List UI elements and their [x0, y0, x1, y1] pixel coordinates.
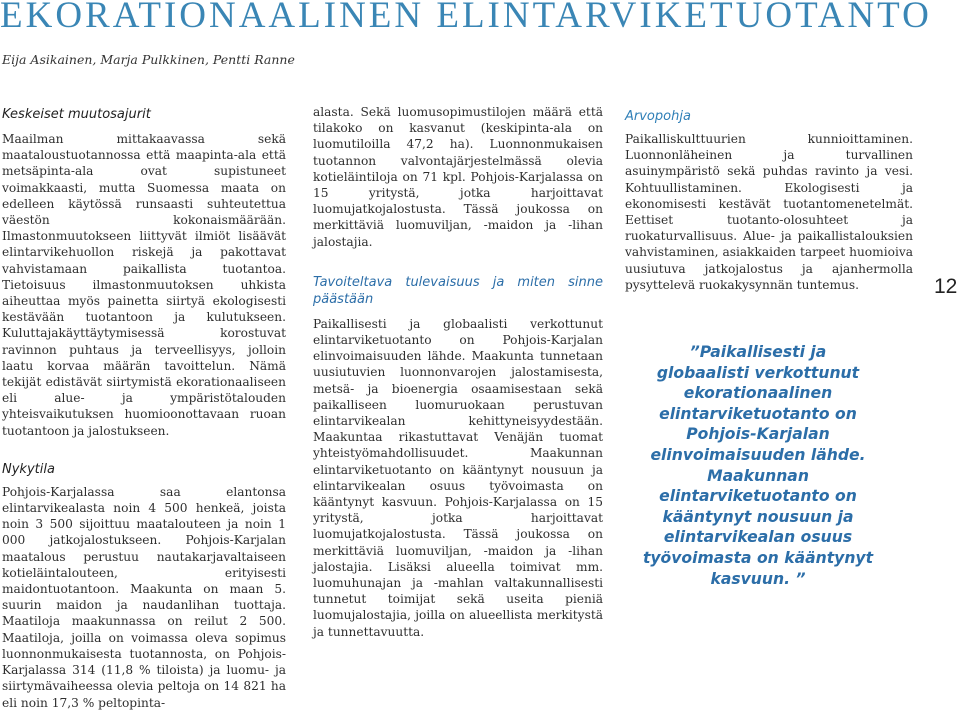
page-title: EKORATIONAALINEN ELINTARVIKETUOTANTO [0, 0, 932, 36]
column-1 [2, 106, 286, 711]
authors: Eija Asikainen, Marja Pulkkinen, Pentti Ranne [2, 52, 295, 67]
paragraph-tulevaisuus: Paikallisesti ja globaalisti verkottunut elintarviketuotanto on Pohjois-Karjalan elinvoimaisuuden lähde. Maakunta tunnetaan uusiutuvien luonnonvarojen jalostamisesta, metsä- ja bioenergia osaamisestaan sekä paikalliseen luomuruokaan perustuvan elintarvikealan kehittyneisyydestään. Maakuntaa rikastuttavat Venäjän tuomat yhteistyömahdollisuudet. Maakunnan elintarviketuotanto on kääntynyt nousuun ja elintarvikealan osuus työvoimasta on kääntynyt kasvuun. Pohjois-Karjalassa on 15 yritystä, jotka harjoittavat luomujatkojalostusta. Tässä joukossa on merkittäviä luomuviljan, -maidon ja -lihan jalostajia. Lisäksi alueella toimivat mm. luomuhunajan ja -mahlan valtakunnallisesti tunnetut toimijat sekä useita pieniä luomujalostajia, joilla on alueellista merkitystä ja tunnettavuutta. [313, 316, 603, 639]
pull-quote: ”Paikallisesti ja globaalisti verkottunut ekorationaalinen elintarviketuotanto on Pohjois-Karjalan elinvoimaisuuden lähde. Maakunnan elintarviketuotanto on kääntynyt nousuun ja elintarvikealan osuus työvoimasta on kääntynyt kasvuun. ” [642, 343, 874, 588]
paragraph-arvopohja: Paikalliskulttuurien kunnioittaminen. Luonnonläheinen ja turvallinen asuinympäristö sekä puhdas ravinto ja vesi. Kohtuullistaminen. Ekologisesti ja ekonomisesti kestävät tuotantomenetelmät. Eettiset tuotanto-olosuhteet ja ruokaturvallisuus. Alue- ja paikallistalouksien vahvistaminen, asiakkaiden tarpeet huomioiva uusiutuva jatkojalostus ja ajanhermolla pysyttelevä ruokakysynnän tuntemus. [625, 132, 913, 292]
paragraph-nykytila-continued: alasta. Sekä luomusopimustilojen määrä että tilakoko on kasvanut (keskipinta-ala on luomutiloilla 47,2 ha). Luonnonmukaisen tuotannon valvontajärjestelmässä olevia kotieläintiloja on 71 kpl. Pohjois-Karjalassa on 15 yritystä, jotka harjoittavat luomujatkojalostusta. Tässä joukossa on merkittäviä luomuviljan, -maidon ja -lihan jalostajia. [313, 105, 603, 249]
paragraph-nykytila: Pohjois-Karjalassa saa elantonsa elintarvikealasta noin 4 500 henkeä, joista noin 3 500 sijoittuu maatalouteen ja noin 1 000 jatkojalostukseen. Pohjois-Karjalan maatalous perustuu nautakarjavaltaiseen kotieläintalouteen, erityisesti maidontuotantoon. Maakunta on maan 5. suurin maidon ja naudanlihan tuottaja. Maatiloja maakunnassa on reilut 2 500. Maatiloja, joilla on voimassa oleva sopimus luonnonmukaisesta tuotannosta, on Pohjois-Karjalassa 314 (11,8 % tiloista) ja luomu- ja siirtymävaiheessa olevia peltoja on 14 821 ha eli noin 17,3 % peltopinta- [2, 484, 286, 710]
heading-keskeiset-muutosajurit: Keskeiset muutosajurit [2, 107, 151, 122]
heading-arvopohja: Arvopohja [625, 109, 691, 124]
column-3 [625, 108, 913, 293]
column-2 [313, 104, 603, 640]
heading-tavoiteltava-tulevaisuus: Tavoiteltava tulevaisuus ja miten sinne päästään [313, 274, 603, 307]
paragraph-muutosajurit: Maailman mittakaavassa sekä maataloustuotannossa että maapinta-ala että metsäpinta-ala ovat supistuneet voimakkaasti, mutta Suomessa maata on edelleen käytössä runsaasti suhteutettua väestön kokonaismäärään. Ilmastonmuutokseen liittyvät ilmiöt lisäävät elintarvikehuollon riskejä ja pakottavat vahvistamaan paikallista tuotantoa. Tietoisuus ilmastonmuutoksen uhkista aiheuttaa myös painetta siirtyä ekologisesti kestävään tuotantoon ja kulutukseen. Kuluttajakäyttäytymisessä korostuvat ravinnon puhtaus ja terveellisyys, jolloin laatu korvaa määrän tavoittelun. Nämä tekijät edistävät siirtymistä ekorationaaliseen eli alue- ja ympäristötalouden yhteisvaikutuksen huomioonottavaan ruoan tuotantoon ja jalostukseen. [2, 132, 286, 438]
page-number: 12 [934, 275, 958, 298]
heading-nykytila: Nykytila [2, 461, 55, 477]
